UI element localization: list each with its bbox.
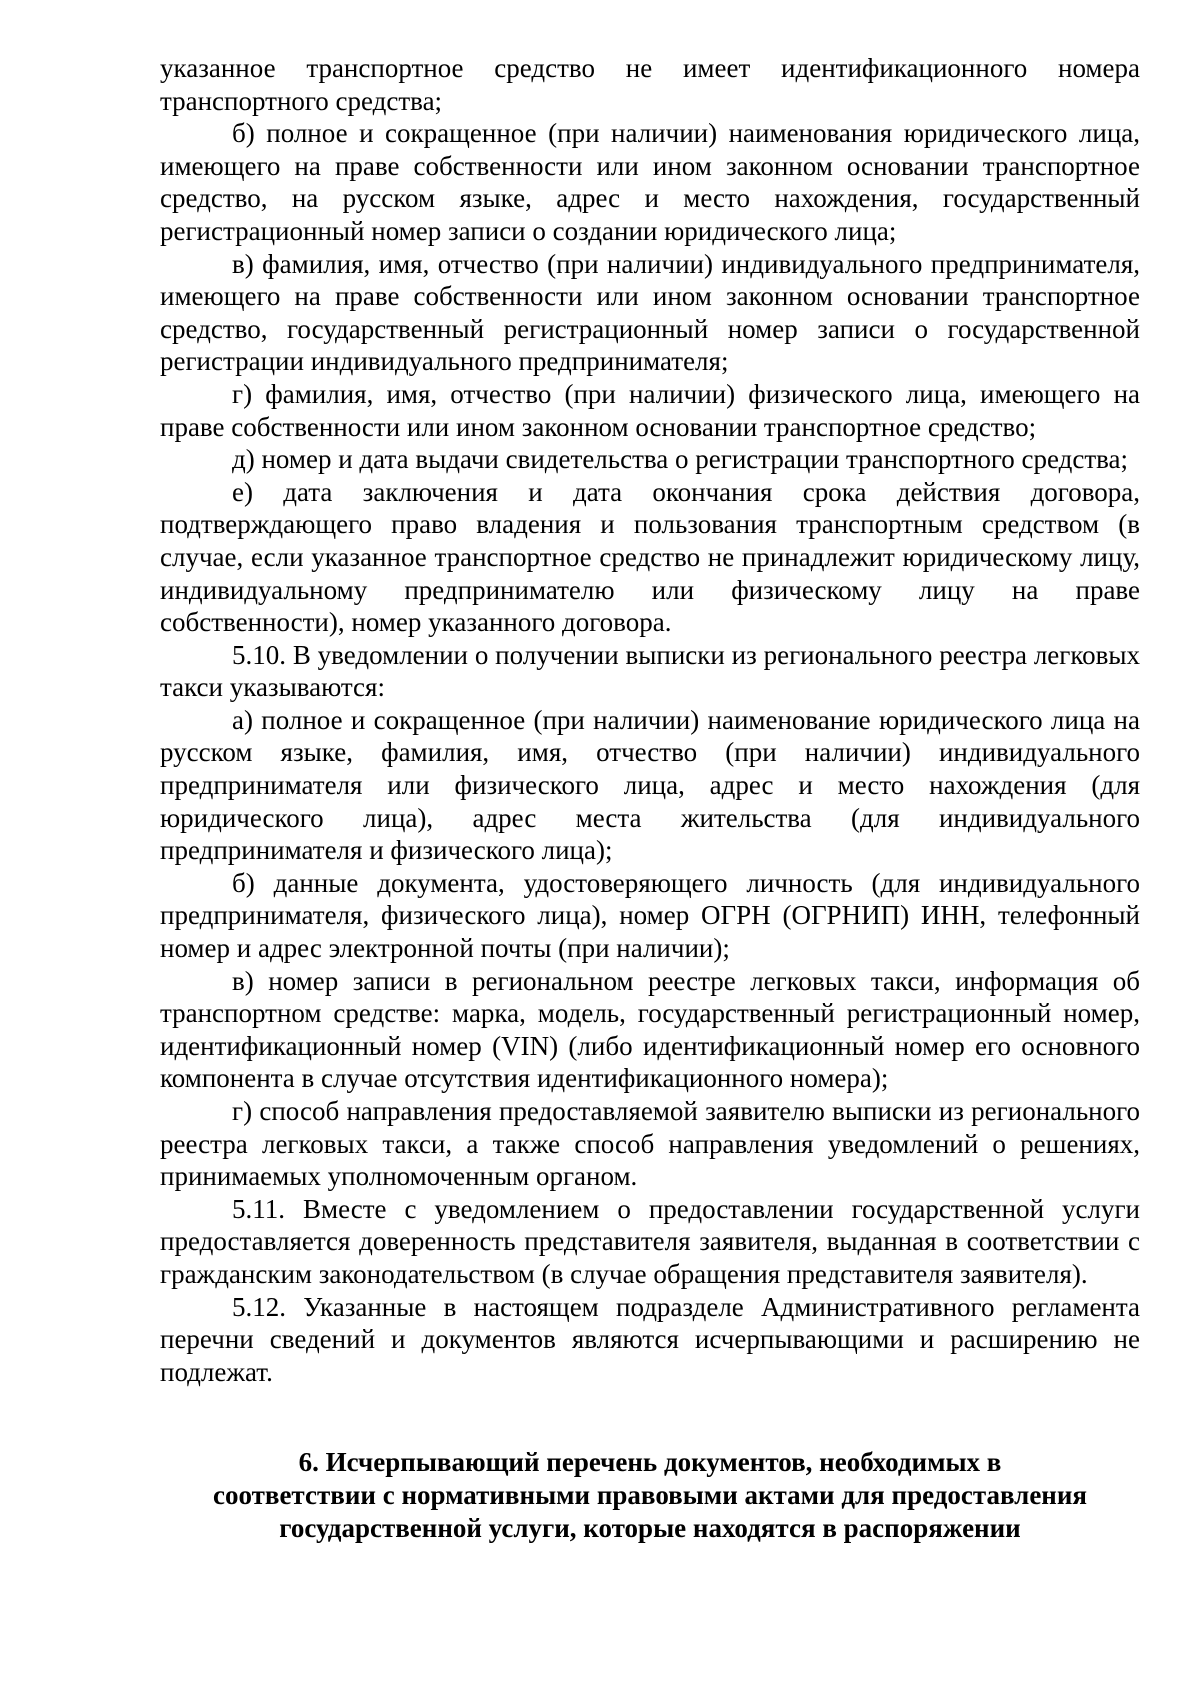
section-6-heading-line: государственной услуги, которые находятся в распоряжении	[279, 1512, 1021, 1543]
paragraph-item-e-contract: е) дата заключения и дата окончания срока действия договора, подтверждающего право владения и пользования транспортным средством (в случае, если указанное транспортное средство не принадлежит юридическому лицу, индивидуальному предпринимателю или физическому лицу на праве собственности), номер указанного договора.	[160, 476, 1140, 638]
paragraph-item-d-certificate: д) номер и дата выдачи свидетельства о регистрации транспортного средства;	[232, 444, 1129, 475]
paragraph-item-g-individual: г) фамилия, имя, отчество (при наличии) физического лица, имеющего на праве собственности или ином законном основании транспортное средство;	[160, 378, 1140, 442]
document-page	[160, 52, 1140, 1544]
paragraph-5-12: 5.12. Указанные в настоящем подразделе Административного регламента перечни сведений и документов являются исчерпывающими и расширению не подлежат.	[160, 1291, 1140, 1387]
paragraph-continuation: указанное транспортное средство не имеет идентификационного номера транспортного средства;	[160, 53, 1140, 116]
section-6-heading-line: соответствии с нормативными правовыми актами для предоставления	[212, 1479, 1088, 1510]
paragraph-5-10-item-g: г) способ направления предоставляемой заявителю выписки из регионального реестра легковых такси, а также способ направления уведомлений о решениях, принимаемых уполномоченным органом.	[160, 1096, 1140, 1192]
paragraph-5-10: 5.10. В уведомлении о получении выписки из регионального реестра легковых такси указываются:	[160, 639, 1140, 703]
paragraph-5-11: 5.11. Вместе с уведомлением о предоставлении государственной услуги предоставляется доверенность представителя заявителя, выданная в соответствии с гражданским законодательством (в случае обращения представителя заявителя).	[160, 1193, 1140, 1289]
paragraph-5-10-item-a: а) полное и сокращенное (при наличии) наименование юридического лица на русском языке, фамилия, имя, отчество (при наличии) индивидуального предпринимателя или физического лица, адрес и место нахождения (для юридического лица), адрес места жительства (для индивидуального предпринимателя и физического лица);	[160, 704, 1140, 866]
paragraph-5-10-item-v: в) номер записи в региональном реестре легковых такси, информация об транспортном средстве: марка, модель, государственный регистрационный номер, идентификационный номер (VIN) (либо идентификационный номер его основного компонента в случае отсутствия идентификационного номера);	[160, 965, 1140, 1094]
paragraph-item-v-entrepreneur: в) фамилия, имя, отчество (при наличии) индивидуального предпринимателя, имеющего на праве собственности или ином законном основании транспортное средство, государственный регистрационный номер записи о государственной регистрации индивидуального предпринимателя;	[160, 248, 1140, 377]
section-6-heading-line: 6. Исчерпывающий перечень документов, необходимых в	[298, 1447, 1002, 1478]
paragraph-item-b-legal-entity: б) полное и сокращенное (при наличии) наименования юридического лица, имеющего на праве собственности или ином законном основании транспортное средство, на русском языке, адрес и место нахождения, государственный регистрационный номер записи о создании юридического лица;	[160, 118, 1140, 246]
paragraph-5-10-item-b: б) данные документа, удостоверяющего личность (для индивидуального предпринимателя, физического лица), номер ОГРН (ОГРНИП) ИНН, телефонный номер и адрес электронной почты (при наличии);	[160, 867, 1140, 964]
section-6-heading	[160, 1446, 1140, 1544]
